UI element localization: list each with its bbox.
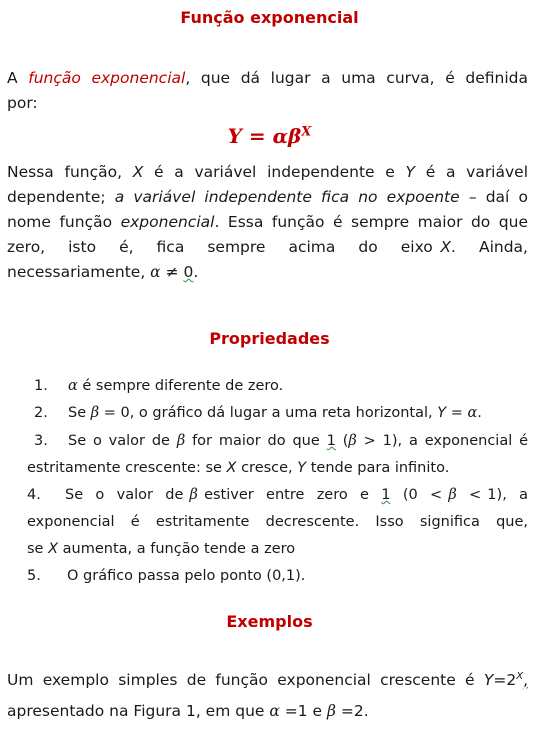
text: é a variável — [415, 163, 529, 181]
item-text: cresce, — [236, 460, 298, 476]
intro-text: , que dá lugar a uma curva, é definida — [185, 69, 528, 87]
example-line-2 — [7, 696, 528, 727]
text: ≠ — [160, 263, 184, 281]
zero: 0 — [183, 263, 194, 281]
text: . Ainda, — [451, 238, 528, 256]
beta-symbol: β — [176, 433, 186, 449]
item-text: estiver entre zero e — [197, 487, 382, 503]
text: zero, isto é, fica sempre acima do eixo — [7, 238, 441, 256]
formula-exponent: X — [301, 124, 312, 140]
text: =2. — [335, 702, 369, 721]
alpha-symbol: α — [150, 263, 161, 281]
item-text: tende para infinito. — [306, 460, 450, 476]
beta-symbol: β — [189, 487, 198, 503]
var-y: Y — [405, 163, 415, 181]
item-text: = 0, o gráfico dá lugar a uma reta horizontal, — [99, 405, 438, 421]
beta-symbol: β — [327, 702, 336, 721]
text: . — [193, 263, 199, 281]
text: nome função — [7, 213, 121, 231]
text: =2 — [493, 671, 517, 690]
item-text: se — [27, 541, 49, 557]
text: apresentado na Figura 1, em que — [7, 702, 270, 721]
list-item — [34, 400, 535, 427]
example-line-1 — [7, 661, 528, 696]
item-line: exponencial é estritamente decrescente. Isso significa que, — [27, 514, 528, 530]
list-item — [34, 373, 535, 400]
examples-title: Exemplos — [226, 612, 313, 631]
text: necessariamente, — [7, 263, 151, 281]
def-line-5 — [7, 260, 528, 285]
text: =1 e — [279, 702, 328, 721]
comma: , — [523, 671, 528, 690]
def-line-1 — [7, 160, 528, 185]
item-number: 3. — [34, 433, 48, 449]
alpha-symbol: α — [68, 378, 78, 394]
item-text: . — [477, 405, 482, 421]
var-x: X — [226, 460, 237, 476]
var-y: Y — [437, 405, 447, 421]
item-text: ( — [335, 433, 349, 449]
intro-term: função exponencial — [28, 69, 186, 87]
text: Nessa função, — [7, 163, 133, 181]
var-x: X — [132, 163, 144, 181]
item-text: for maior do que — [185, 433, 327, 449]
one: 1 — [326, 433, 336, 449]
item-number: 2. — [34, 405, 48, 421]
def-line-3 — [7, 210, 528, 235]
text: – daí o — [459, 188, 528, 206]
var-x: X — [48, 541, 59, 557]
exponent: X — [516, 671, 524, 682]
item-text: é sempre diferente de zero. — [77, 378, 284, 394]
emphasis: a variável independente fica no expoente — [114, 188, 460, 206]
beta-symbol: β — [90, 405, 100, 421]
var-x: X — [440, 238, 452, 256]
item-text: (0 < — [390, 487, 449, 503]
item-text: O gráfico passa pelo ponto (0,1). — [67, 568, 306, 584]
example-paragraph — [7, 661, 528, 727]
var-y: Y — [297, 460, 307, 476]
def-line-2 — [7, 185, 528, 210]
section-title: Função exponencial — [180, 8, 359, 27]
item-text: = — [446, 405, 468, 421]
list-item — [27, 428, 528, 482]
text: Um exemplo simples de função exponencial crescente é — [7, 671, 484, 690]
item-text: Se o valor de — [65, 487, 190, 503]
text: . Essa função é sempre maior do que — [214, 213, 528, 231]
intro-line-1 — [7, 66, 528, 91]
definition-paragraph — [7, 160, 528, 285]
intro-line-2: por: — [7, 94, 38, 112]
text: é a variável independente e — [143, 163, 406, 181]
item-text: Se — [68, 405, 91, 421]
list-item — [27, 482, 528, 563]
item-number: 5. — [27, 568, 41, 584]
item-text: > 1), a exponencial é — [356, 433, 529, 449]
def-line-4 — [7, 235, 528, 260]
formula — [0, 124, 539, 148]
alpha-symbol: α — [269, 702, 280, 721]
var-y: Y — [483, 671, 494, 690]
alpha-symbol: α — [467, 405, 478, 421]
item-line — [27, 428, 528, 455]
item-number: 4. — [27, 487, 41, 503]
item-text: aumenta, a função tende a zero — [58, 541, 296, 557]
item-text: Se o valor de — [68, 433, 177, 449]
formula-base: Y = αβ — [227, 124, 302, 148]
list-item — [27, 563, 528, 590]
one: 1 — [381, 487, 391, 503]
item-line — [27, 455, 528, 482]
beta-symbol: β — [348, 433, 357, 449]
item-text: < 1), a — [456, 487, 528, 503]
beta-symbol: β — [448, 487, 457, 503]
intro-paragraph — [7, 66, 528, 116]
item-line — [27, 536, 528, 563]
item-number: 1. — [34, 378, 48, 394]
intro-text: A — [7, 69, 29, 87]
item-line — [27, 482, 528, 509]
text: dependente; — [7, 188, 115, 206]
properties-title: Propriedades — [209, 329, 330, 348]
emphasis: exponencial — [120, 213, 215, 231]
item-text: estritamente crescente: se — [27, 460, 227, 476]
